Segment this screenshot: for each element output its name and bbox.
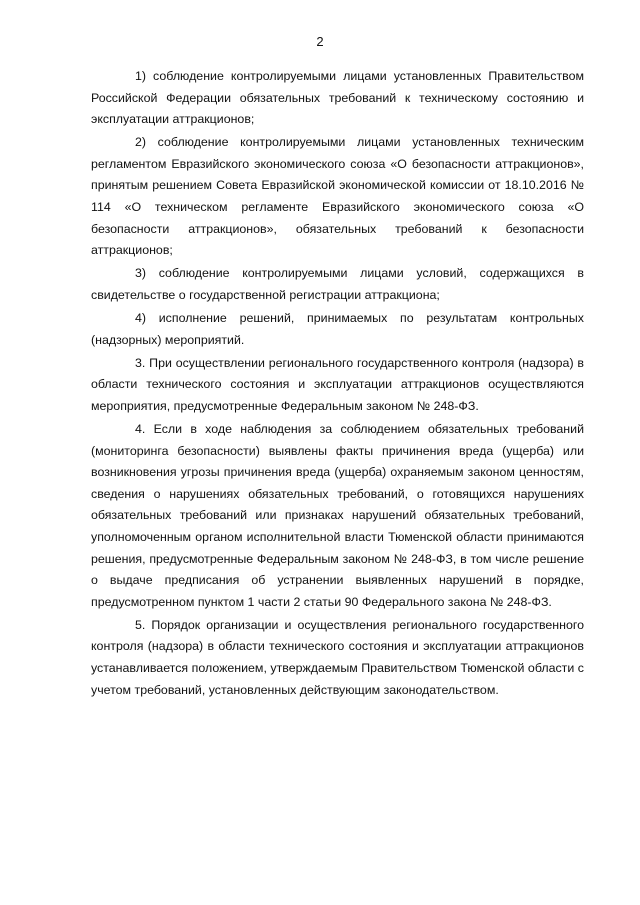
paragraph-item-3: 3) соблюдение контролируемыми лицами условий, содержащихся в свидетельстве о государственной регистрации аттракциона; [91,266,584,302]
page-number: 2 [316,34,324,49]
paragraph-item-1: 1) соблюдение контролируемыми лицами установленных Правительством Российской Федерации обязательных требований к техническому состоянию и эксплуатации аттракционов; [91,69,584,127]
paragraph-item-4: 4) исполнение решений, принимаемых по результатам контрольных (надзорных) мероприятий. [91,311,584,347]
document-body [91,66,584,703]
paragraph-item-2: 2) соблюдение контролируемыми лицами установленных техническим регламентом Евразийского экономического союза «О безопасности аттракционов», принятым решением Совета Евразийской экономической комиссии от 18.10.2016 № 114 «О техническом регламенте Евразийского экономического союза «О безопасности аттракционов», обязательных требований к безопасности аттракционов; [91,135,584,258]
paragraph-section-3: 3. При осуществлении регионального государственного контроля (надзора) в области технического состояния и эксплуатации аттракционов осуществляются мероприятия, предусмотренные Федеральным законом № 248-ФЗ. [91,355,584,413]
paragraph-section-4: 4. Если в ходе наблюдения за соблюдением обязательных требований (мониторинга безопасности) выявлены факты причинения вреда (ущерба) или возникновения угрозы причинения вреда (ущерба) охраняемым законом ценностям, сведения о нарушениях обязательных требований, о готовящихся нарушениях обязательных требований или признаках нарушений обязательных требований, уполномоченным органом исполнительной власти Тюменской области принимаются решения, предусмотренные Федеральным законом № 248-ФЗ, в том числе решение о выдаче предписания об устранении выявленных нарушений в порядке, предусмотренном пунктом 1 части 2 статьи 90 Федерального закона № 248-ФЗ. [91,422,584,609]
paragraph-section-5: 5. Порядок организации и осуществления регионального государственного контроля (надзора) в области технического состояния и эксплуатации аттракционов устанавливается положением, утверждаемым Правительством Тюменской области с учетом требований, установленных действующим законодательством. [91,617,584,697]
